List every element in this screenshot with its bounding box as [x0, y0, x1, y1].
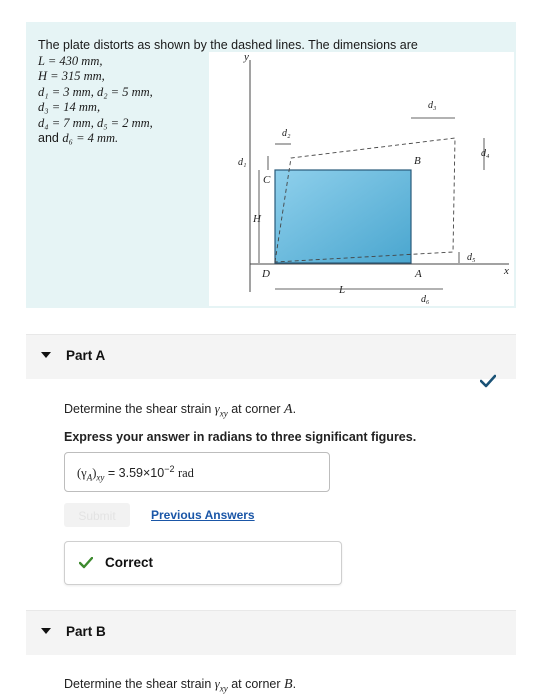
part-b-header[interactable]	[26, 610, 516, 655]
d1-label: d₁	[238, 157, 247, 168]
submit-button[interactable]: Submit	[64, 503, 130, 527]
d5-label: d₅	[467, 252, 476, 263]
part-a-instruction: Express your answer in radians to three significant figures.	[64, 430, 417, 444]
part-a-header[interactable]	[26, 334, 516, 379]
answer-lhs-close: )	[92, 466, 97, 481]
d6-label: d₆	[421, 294, 430, 305]
corner-B-label: B	[414, 155, 421, 167]
question-corner: B	[284, 677, 293, 692]
x-axis-label: x	[504, 265, 509, 277]
gamma-subscript: xy	[219, 408, 228, 419]
corner-C-label: C	[263, 174, 271, 186]
H-label: H	[253, 213, 261, 225]
part-a-question	[64, 402, 296, 419]
answer-exponent: −2	[164, 464, 175, 474]
question-end: .	[292, 402, 297, 416]
question-mid: at corner	[231, 677, 281, 691]
question-text: Determine the shear strain	[64, 677, 212, 691]
gamma-subscript: xy	[219, 683, 228, 694]
dimension-d6-value: d₆ = 4 mm.	[62, 131, 119, 145]
answer-equals: =	[107, 466, 116, 481]
collapse-caret-icon[interactable]	[41, 352, 51, 358]
question-corner: A	[284, 402, 293, 417]
answer-display	[64, 452, 330, 492]
gamma-symbol: γ	[214, 402, 220, 416]
completed-check-icon	[480, 374, 496, 388]
collapse-caret-icon[interactable]	[41, 628, 51, 634]
d2-label: d₂	[282, 128, 291, 139]
answer-value: 3.59×10	[118, 466, 165, 481]
corner-D-label: D	[262, 268, 270, 280]
previous-answers-link[interactable]: Previous Answers	[151, 508, 255, 522]
problem-intro: The plate distorts as shown by the dashed lines. The dimensions are	[38, 38, 418, 52]
d3-label: d₃	[428, 100, 437, 111]
dimension-d3: d₃ = 14 mm,	[38, 100, 101, 114]
and-word: and	[38, 131, 59, 145]
plate-diagram	[209, 52, 514, 306]
gamma-symbol: γ	[214, 677, 220, 691]
dimension-d4-d5: d₄ = 7 mm, d₅ = 2 mm,	[38, 115, 153, 130]
question-text: Determine the shear strain	[64, 402, 212, 416]
corner-A-label: A	[415, 268, 422, 280]
problem-statement	[26, 22, 516, 308]
d4-label: d₄	[481, 148, 490, 159]
part-a-title: Part A	[66, 348, 106, 363]
answer-lhs-sub2: xy	[96, 472, 105, 483]
dimension-d1-d2: d₁ = 3 mm, d₂ = 5 mm,	[38, 84, 153, 99]
question-end: .	[292, 677, 297, 691]
L-label: L	[339, 284, 346, 296]
plate	[275, 170, 411, 263]
part-b-question	[64, 677, 296, 694]
dimension-H: H = 315 mm,	[38, 69, 105, 83]
feedback-correct	[64, 541, 342, 585]
dimension-L: L = 430 mm,	[38, 53, 103, 68]
answer-lhs-sub: A	[86, 472, 93, 483]
correct-label: Correct	[105, 555, 154, 570]
answer-content	[77, 464, 194, 483]
correct-check-icon	[79, 557, 93, 569]
answer-unit: rad	[177, 466, 194, 481]
part-b-title: Part B	[66, 624, 106, 639]
answer-lhs: (γ	[77, 466, 87, 481]
plate-figure	[209, 52, 514, 306]
y-axis-label: y	[244, 52, 249, 63]
question-mid: at corner	[231, 402, 281, 416]
